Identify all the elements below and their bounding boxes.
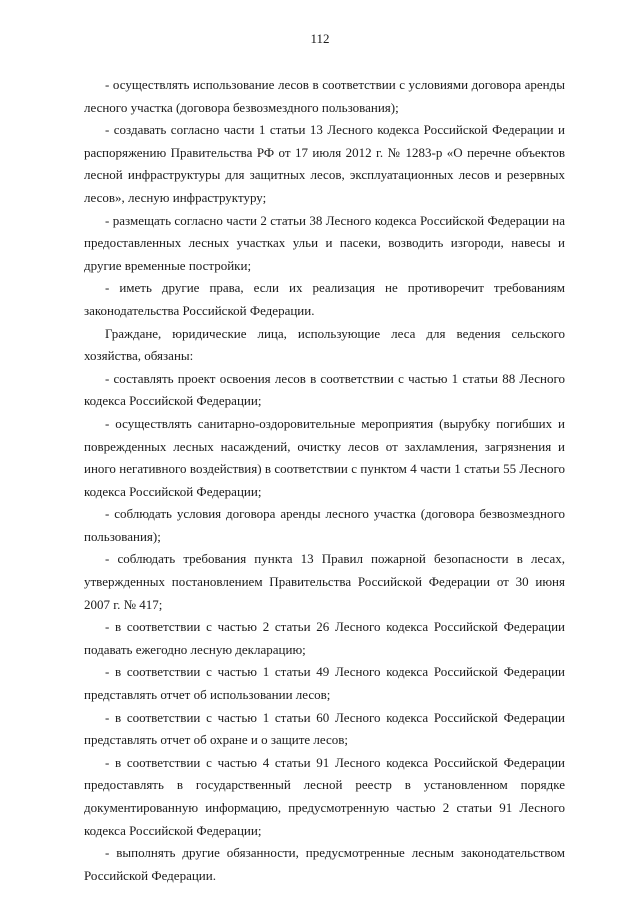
paragraph-obligation-development-project: - составлять проект освоения лесов в соответствии с частью 1 статьи 88 Лесного кодекса Российской Федерации; (84, 370, 565, 409)
paragraph-obligation-fire-safety: - соблюдать требования пункта 13 Правил пожарной безопасности в лесах, утвержденных постановлением Правительства Российской Федерации от 30 июня 2007 г. № 417; (84, 551, 565, 612)
paragraph-rights-place-hives: - размещать согласно части 2 статьи 38 Лесного кодекса Российской Федерации на предоставленных лесных участках ульи и пасеки, возводить изгороди, навесы и другие временные постройки; (84, 212, 565, 273)
document-body (84, 74, 565, 887)
page-number: 112 (310, 31, 330, 46)
paragraph-obligation-forest-declaration: - в соответствии с частью 2 статьи 26 Лесного кодекса Российской Федерации подавать ежегодно лесную декларацию; (84, 619, 565, 657)
paragraph-rights-use-per-lease: - осуществлять использование лесов в соответствии с условиями договора аренды лесного участка (договора безвозмездного пользования); (84, 77, 565, 115)
paragraph-obligation-usage-report: - в соответствии с частью 1 статьи 49 Лесного кодекса Российской Федерации представлять отчет об использовании лесов; (84, 664, 565, 703)
paragraph-rights-other: - иметь другие права, если их реализация не противоречит требованиям законодательства Российской Федерации. (84, 280, 565, 318)
paragraph-obligation-other: - выполнять другие обязанности, предусмотренные лесным законодательством Российской Федерации. (84, 845, 565, 883)
paragraph-obligation-lease-terms: - соблюдать условия договора аренды лесного участка (договора безвозмездного пользования); (84, 506, 565, 544)
paragraph-obligations-intro: Граждане, юридические лица, использующие леса для ведения сельского хозяйства, обязаны: (84, 325, 565, 364)
paragraph-rights-create-infrastructure: - создавать согласно части 1 статьи 13 Лесного кодекса Российской Федерации и распоряжению Правительства РФ от 17 июля 2012 г. № 1283-р «О перечне объектов лесной инфраструктуры для защитных лесов, эксплуатационных лесов и резервных лесов», лесную инфраструктуру; (84, 122, 565, 205)
paragraph-obligation-registry-info: - в соответствии с частью 4 статьи 91 Лесного кодекса Российской Федерации предоставлять в государственный лесной реестр в установленном порядке документированную информацию, предусмотренную частью 2 статьи 91 Лесного кодекса Российской Федерации; (84, 754, 565, 838)
paragraph-obligation-protection-report: - в соответствии с частью 1 статьи 60 Лесного кодекса Российской Федерации представлять отчет об охране и о защите лесов; (84, 709, 565, 748)
paragraph-obligation-sanitary-measures: - осуществлять санитарно-оздоровительные мероприятия (вырубку погибших и поврежденных лесных насаждений, очистку лесов от захламления, загрязнения и иного негативного воздействия) в соответствии с пунктом 4 части 1 статьи 55 Лесного кодекса Российской Федерации; (84, 415, 565, 499)
